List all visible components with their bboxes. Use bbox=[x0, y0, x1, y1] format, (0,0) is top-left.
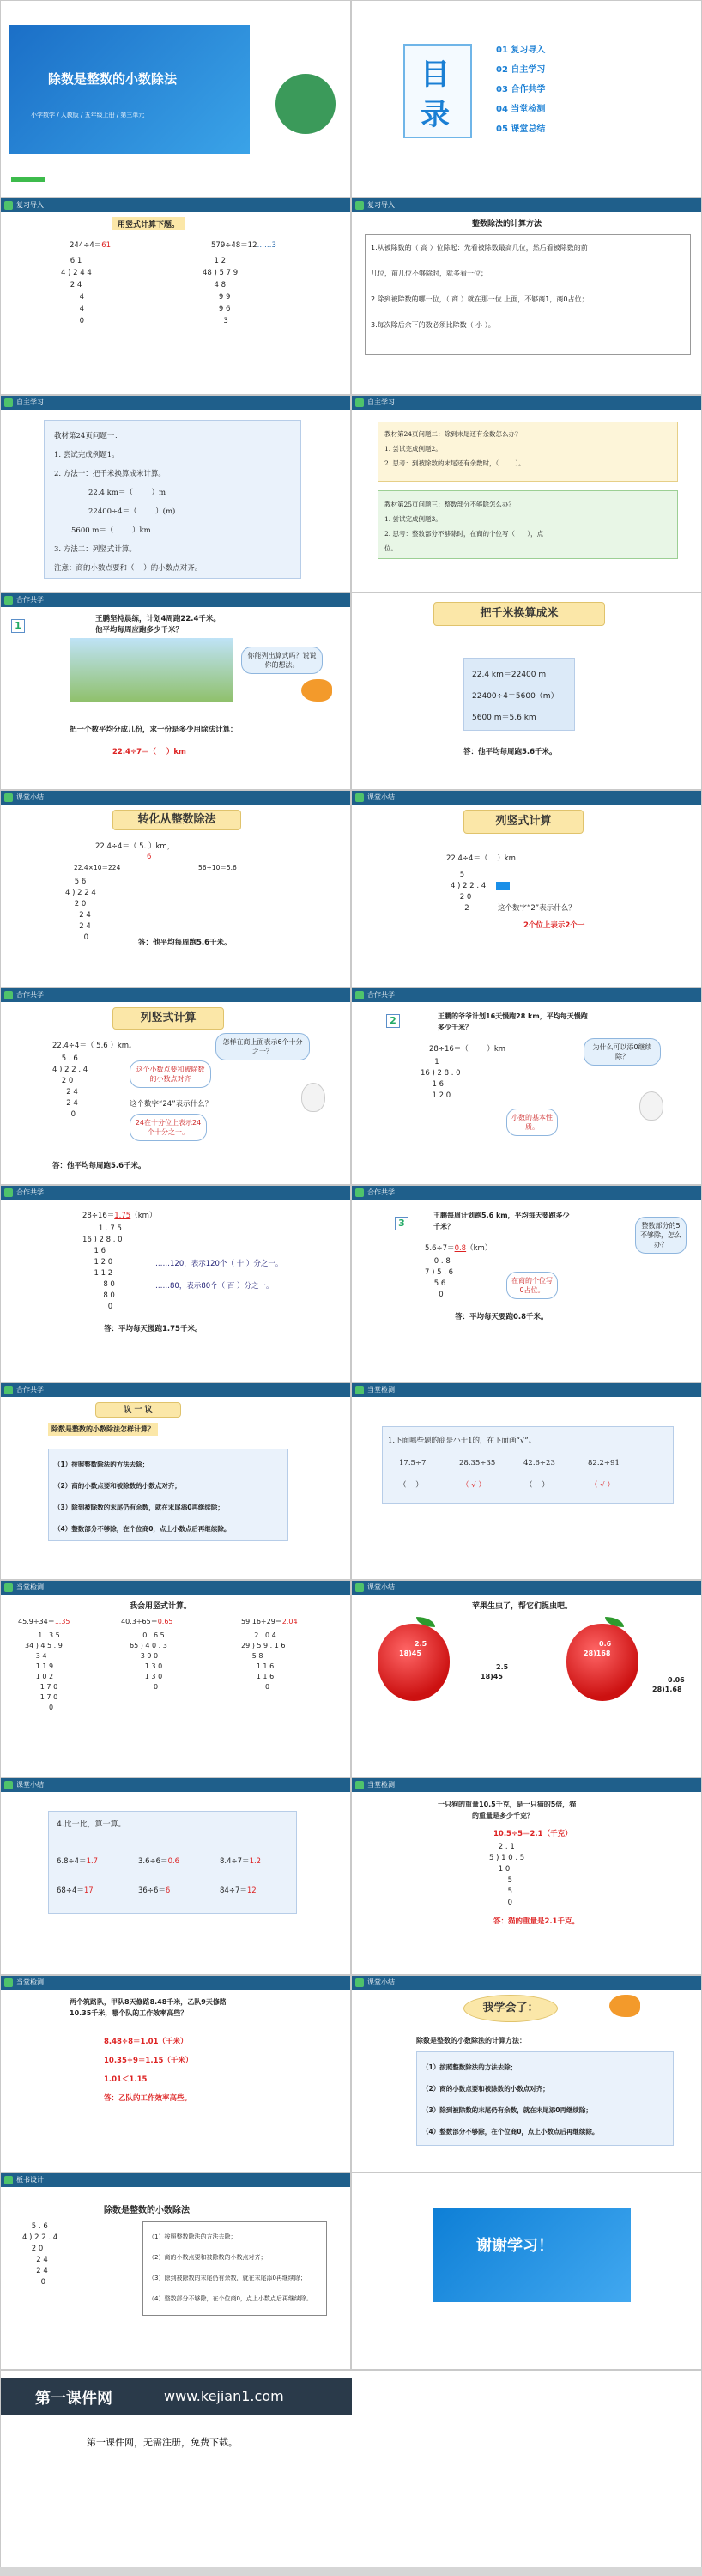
question: 除数是整数的小数除法怎样计算？ bbox=[48, 1423, 158, 1436]
question: 除数是整数的小数除法的计算方法： bbox=[416, 2037, 526, 2044]
slide-review-1 bbox=[0, 197, 351, 395]
section-header: 当堂检测 bbox=[352, 1778, 701, 1792]
slide-coop-4 bbox=[351, 987, 702, 1185]
answer: 答：他平均每周跑5.6千米。 bbox=[463, 748, 557, 756]
section-header: 课堂小结 bbox=[1, 791, 350, 805]
mark-2[interactable]: （ √ ） bbox=[462, 1481, 486, 1490]
note-80: ……80，表示80个（ 百 ）分之一。 bbox=[155, 1282, 274, 1291]
long-division: 5 . 6 4 ) 2 2 . 4 2 0 2 4 2 4 0 bbox=[22, 2222, 58, 2287]
rule-line: 1.从被除数的（ 高 ）位除起：先看被除数最高几位，然后看被除数的前 bbox=[371, 244, 588, 252]
section-header: 自主学习 bbox=[1, 396, 350, 410]
toc-item[interactable]: 02 自主学习 bbox=[496, 65, 546, 75]
section-icon bbox=[4, 596, 13, 605]
example-number: 3 bbox=[395, 1217, 408, 1230]
long-division-1: 1 . 3 5 34 ) 4 5 . 9 3 4 1 1 9 1 0 2 1 7 0 1 7 0 0 bbox=[25, 1631, 63, 1711]
hint-bubble: 为什么可以添0继续除？ bbox=[584, 1038, 661, 1066]
hint-bubble: 你能列出算式吗？说说你的想法。 bbox=[241, 647, 323, 674]
section-header: 课堂小结 bbox=[1, 1778, 350, 1792]
example-number: 1 bbox=[11, 619, 25, 633]
section-header: 复习导入 bbox=[352, 198, 701, 212]
slide-self-1 bbox=[0, 395, 351, 592]
digit-six: 6 bbox=[147, 853, 152, 861]
section-icon bbox=[355, 1583, 364, 1592]
section-icon bbox=[4, 1188, 13, 1197]
section-header: 复习导入 bbox=[1, 198, 350, 212]
apple-division-4: 0.06 28)1.68 bbox=[652, 1676, 685, 1693]
rule-list: （1）按照整数除法的方法去除； （2）商的小数点要和被除数的小数点对齐； （3）除到被除数的末尾仍有余数，就在末尾添0再继续除； （4）整数部分不够除，在个位商0，点上小数点后再继续除。 bbox=[148, 2233, 312, 2302]
long-division: 5 6 4 ) 2 2 4 2 0 2 4 2 4 0 bbox=[65, 878, 96, 942]
question: 1.下面哪些题的商是小于1的，在下面画“√”。 bbox=[388, 1437, 536, 1445]
note-bubble: 小数的基本性质。 bbox=[506, 1109, 558, 1136]
footer bbox=[0, 2370, 702, 2567]
running-photo bbox=[70, 638, 233, 702]
note: 2个位上表示2个一 bbox=[523, 921, 585, 930]
section-header: 课堂小结 bbox=[352, 791, 701, 805]
rabbit-icon bbox=[301, 1083, 325, 1112]
section-header: 当堂检测 bbox=[352, 1383, 701, 1397]
column-1: 6.8÷4＝1.7 68÷4＝17 bbox=[57, 1857, 99, 1895]
toc-list bbox=[496, 40, 545, 139]
section-icon bbox=[4, 201, 13, 210]
question: 这个数字“2”表示什么？ bbox=[498, 904, 576, 913]
slide-title: 苹果生虫了，帮它们捉虫吧。 bbox=[472, 1602, 573, 1611]
fish-icon bbox=[301, 679, 332, 702]
mark-4[interactable]: （ √ ） bbox=[590, 1481, 614, 1490]
rabbit-icon bbox=[639, 1091, 663, 1121]
equation-2: 579÷48＝12……3 bbox=[211, 241, 276, 250]
method-banner: 转化从整数除法 bbox=[112, 810, 241, 830]
problem-text: 王鹏坚持晨练，计划4周跑22.4千米。 他平均每周应跑多少千米？ bbox=[95, 615, 221, 635]
slide-title: 用竖式计算下题。 bbox=[112, 217, 185, 230]
section-header: 板书设计 bbox=[1, 2173, 350, 2187]
footer-tagline: 第一课件网，无需注册，免费下载。 bbox=[87, 2437, 238, 2448]
slide-self-2 bbox=[351, 395, 702, 592]
equation-1: 244÷4＝61 bbox=[70, 241, 112, 250]
thanks-text: 谢谢学习！ bbox=[476, 2237, 554, 2255]
section-header: 合作共学 bbox=[352, 1186, 701, 1200]
long-division: 0 . 8 7 ) 5 . 6 5 6 0 bbox=[425, 1257, 454, 1299]
section-header: 合作共学 bbox=[1, 593, 350, 607]
globe-icon bbox=[275, 74, 336, 134]
discuss-banner: 议 一 议 bbox=[95, 1402, 181, 1418]
equation: 22.4÷4＝（ ）km bbox=[446, 854, 516, 863]
method-banner: 列竖式计算 bbox=[112, 1007, 224, 1030]
section-icon bbox=[355, 793, 364, 802]
answer: 答：平均每天慢跑1.75千米。 bbox=[104, 1325, 203, 1334]
equation: 22.4÷7＝（ ）km bbox=[112, 748, 186, 756]
section-icon bbox=[4, 793, 13, 802]
slide-small-1 bbox=[0, 790, 351, 987]
method-banner: 把千米换算成米 bbox=[433, 602, 605, 626]
note-120: ……120，表示120个（ 十 ）分之一。 bbox=[155, 1260, 283, 1268]
toc-item[interactable]: 04 当堂检测 bbox=[496, 105, 546, 114]
slide-board bbox=[0, 2172, 351, 2370]
method-banner: 列竖式计算 bbox=[463, 810, 584, 834]
solution-steps: 8.48÷8＝1.01（千米） 10.35÷9＝1.15（千米） 1.01＜1.15 答：乙队的工作效率高些。 bbox=[104, 2038, 193, 2103]
question-2: 教材第24页问题二：除到末尾还有余数怎么办？ 1. 尝试完成例题2。 2. 思考：到被除数的末尾还有余数时，（ ）。 bbox=[384, 430, 525, 467]
rule-line: 2.除到被除数的哪一位，（ 商 ）就在那一位 上面，不够商1，商0占位； bbox=[371, 295, 589, 303]
toc-heading-top: 目 bbox=[421, 58, 450, 92]
slide-title: 4.比一比，算一算。 bbox=[57, 1820, 126, 1829]
rule-line: 3.每次除后余下的数必须比除数（ 小 ）。 bbox=[371, 321, 495, 329]
slide-check-2 bbox=[0, 1580, 351, 1777]
learned-banner: 我学会了： bbox=[463, 1995, 558, 2022]
column-3: 8.4÷7＝1.2 84÷7＝12 bbox=[220, 1857, 262, 1895]
cover-bar bbox=[11, 177, 45, 182]
equation: 10.5÷5＝2.1（千克） bbox=[493, 1830, 572, 1838]
problem-text: 王鹏的爷爷计划16天慢跑28 km，平均每天慢跑 多少千米？ bbox=[438, 1012, 588, 1031]
section-header: 课堂小结 bbox=[352, 1581, 701, 1595]
item-4: 82.2÷91 bbox=[588, 1459, 620, 1467]
slide-review-2 bbox=[351, 197, 702, 395]
slide-cover bbox=[0, 0, 351, 197]
apple-icon bbox=[378, 1624, 450, 1701]
step-divide: 56÷10＝5.6 bbox=[198, 864, 237, 872]
answer: 答：平均每天要跑0.8千米。 bbox=[455, 1313, 548, 1321]
section-icon bbox=[4, 991, 13, 999]
section-icon bbox=[4, 1978, 13, 1987]
section-header: 当堂检测 bbox=[1, 1976, 350, 1990]
section-header: 课堂小结 bbox=[352, 1976, 701, 1990]
section-header: 合作共学 bbox=[1, 988, 350, 1002]
slide-small-3 bbox=[351, 1580, 702, 1777]
rule-list: （1）按照整数除法的方法去除； （2）商的小数点要和被除数的小数点对齐； （3）除到被除数的末尾仍有余数，就在末尾添0再继续除； （4）整数部分不够除，在个位商0，点上小数点后再继续除。 bbox=[422, 2063, 599, 2136]
section-header: 合作共学 bbox=[1, 1186, 350, 1200]
long-division-2: 1 2 48 ) 5 7 9 4 8 9 9 9 6 3 bbox=[203, 257, 239, 325]
task-list: 教材第24页问题一： 1. 尝试完成例题1。 2. 方法一：把千米换算成米计算。 22.4 km＝（ ）m 22400÷4＝（ ）(m) 5600 m＝（ ）km 3. 方法二：列竖式计算。 注意：商的小数点要和（ ）的小数点对齐。 bbox=[54, 432, 203, 573]
section-icon bbox=[4, 1781, 13, 1789]
section-header: 当堂检测 bbox=[1, 1581, 350, 1595]
slide-coop-3 bbox=[0, 987, 351, 1185]
section-icon bbox=[355, 1386, 364, 1394]
slide-check-4 bbox=[0, 1975, 351, 2172]
hint-bubble: 怎样在商上面表示6个十分之一？ bbox=[215, 1033, 310, 1060]
note-bubble: 这个小数点要和被除数的小数点对齐 bbox=[130, 1060, 211, 1088]
item-3: 42.6÷23 bbox=[523, 1459, 555, 1467]
rule-list: （1）按照整数除法的方法去除； （2）商的小数点要和被除数的小数点对齐； （3）除到被除数的末尾仍有余数，就在末尾添0再继续除； （4）整数部分不够除，在个位商0，点上小数点后再继续除。 bbox=[54, 1461, 231, 1533]
toc-heading-bottom: 录 bbox=[421, 98, 450, 132]
problem-text: 王鹏每周计划跑5.6 km，平均每天要跑多少 千米？ bbox=[433, 1212, 570, 1230]
step-multiply: 22.4×10＝224 bbox=[74, 864, 121, 872]
cover-meta: 小学数学 / 人教版 / 五年级上册 / 第三单元 bbox=[31, 112, 145, 118]
long-division: 5 4 ) 2 2 . 4 2 0 2 bbox=[451, 871, 487, 913]
item-1: 17.5÷7 bbox=[399, 1459, 427, 1467]
answer: 答：他平均每周跑5.6千米。 bbox=[52, 1162, 146, 1170]
long-division-2: 0 . 6 5 65 ) 4 0 . 3 3 9 0 1 3 0 1 3 0 0 bbox=[130, 1631, 167, 1691]
long-division: 5 . 6 4 ) 2 2 . 4 2 0 2 4 2 4 0 bbox=[52, 1054, 88, 1119]
slide-toc bbox=[351, 0, 702, 197]
cover-title: 除数是整数的小数除法 bbox=[48, 71, 178, 87]
note-bubble: 在商的个位写0占位。 bbox=[506, 1272, 558, 1299]
section-icon bbox=[355, 1781, 364, 1789]
item-2: 28.35÷35 bbox=[459, 1459, 496, 1467]
long-division: 2 . 1 5 ) 1 0 . 5 1 0 5 5 0 bbox=[489, 1843, 525, 1907]
toc-item[interactable]: 01 复习导入 bbox=[496, 46, 546, 55]
equation: 28÷16＝1.75（km） bbox=[82, 1212, 157, 1220]
apple-division-2: 2.5 18)45 bbox=[481, 1663, 509, 1680]
section-icon bbox=[4, 398, 13, 407]
example-number: 2 bbox=[386, 1014, 400, 1028]
equation: 22.4÷4＝（ 5. ）km， bbox=[95, 842, 175, 851]
fish-icon bbox=[609, 1995, 640, 2017]
answer: 答：他平均每周跑5.6千米。 bbox=[138, 939, 232, 947]
method-text: 把一个数平均分成几份，求一份是多少用除法计算： bbox=[70, 726, 238, 734]
slide-title: 我会用竖式计算。 bbox=[130, 1602, 192, 1611]
mark-1[interactable]: （ ） bbox=[399, 1481, 423, 1490]
slide-coop-7 bbox=[0, 1382, 351, 1580]
problem-text: 一只狗的重量10.5千克，是一只猫的5倍，猫 的重量是多少千克？ bbox=[438, 1801, 577, 1820]
slide-small-4 bbox=[0, 1777, 351, 1975]
slide-check-3 bbox=[351, 1777, 702, 1975]
slide-coop-5 bbox=[0, 1185, 351, 1382]
toc-item[interactable]: 03 合作共学 bbox=[496, 85, 546, 94]
apple-division-1: 2.5 18)45 bbox=[399, 1640, 427, 1657]
conversion-steps: 22.4 km＝22400 m 22400÷4＝5600（m） 5600 m＝5.6 km bbox=[472, 671, 559, 722]
answer: 答：猫的重量是2.1千克。 bbox=[493, 1917, 580, 1926]
section-icon bbox=[355, 1978, 364, 1987]
section-icon bbox=[355, 398, 364, 407]
hint-bubble: 整数部分的5不够除，怎么办？ bbox=[635, 1217, 687, 1254]
section-header: 合作共学 bbox=[352, 988, 701, 1002]
long-division-3: 2 . 0 4 29 ) 5 9 . 1 6 5 8 1 1 6 1 1 6 0 bbox=[241, 1631, 286, 1691]
toc-item[interactable]: 05 课堂总结 bbox=[496, 125, 546, 134]
section-icon bbox=[355, 201, 364, 210]
section-header: 自主学习 bbox=[352, 396, 701, 410]
equation: 22.4÷4＝（ 5.6 ）km。 bbox=[52, 1042, 136, 1050]
cover-panel bbox=[9, 25, 250, 154]
slide-coop-1 bbox=[0, 592, 351, 790]
mark-3[interactable]: （ ） bbox=[525, 1481, 549, 1490]
slide-coop-2 bbox=[351, 592, 702, 790]
problem-1: 45.9÷34＝1.35 bbox=[18, 1618, 70, 1625]
column-2: 3.6÷6＝0.6 36÷6＝6 bbox=[138, 1857, 180, 1895]
long-division: 1 16 ) 2 8 . 0 1 6 1 2 0 bbox=[421, 1058, 461, 1100]
apple-icon bbox=[566, 1624, 638, 1701]
apple-division-3: 0.6 28)168 bbox=[584, 1640, 612, 1657]
slide-thanks bbox=[351, 2172, 702, 2370]
slide-coop-6 bbox=[351, 1185, 702, 1382]
highlight-box bbox=[496, 882, 510, 890]
question: 这个数字“24”表示什么？ bbox=[130, 1100, 213, 1109]
section-icon bbox=[4, 2176, 13, 2184]
slide-title: 整数除法的计算方法 bbox=[472, 220, 542, 228]
section-header: 合作共学 bbox=[1, 1383, 350, 1397]
problem-text: 两个筑路队，甲队8天修路8.48千米，乙队9天修路 10.35千米，哪个队的工作效率高些？ bbox=[70, 1998, 227, 2017]
equation: 5.6÷7＝0.8（km） bbox=[425, 1244, 493, 1253]
slide-small-2 bbox=[351, 790, 702, 987]
problem-3: 59.16÷29＝2.04 bbox=[241, 1618, 298, 1625]
section-icon bbox=[355, 991, 364, 999]
long-division-1: 6 1 4 ) 2 4 4 2 4 4 4 0 bbox=[61, 257, 92, 325]
slide-check-1 bbox=[351, 1382, 702, 1580]
equation: 28÷16＝（ ）km bbox=[429, 1045, 506, 1054]
rule-line: 几位，前几位不够除时，就多看一位； bbox=[371, 270, 487, 277]
section-icon bbox=[355, 1188, 364, 1197]
board-title: 除数是整数的小数除法 bbox=[104, 2206, 190, 2215]
note-bubble: 24在十分位上表示24个十分之一。 bbox=[130, 1114, 207, 1141]
section-icon bbox=[4, 1583, 13, 1592]
section-icon bbox=[4, 1386, 13, 1394]
question-3: 教材第25页问题三：整数部分不够除怎么办？ 1. 尝试完成例题3。 2. 思考：整数部分不够除时，在商的个位写（ ），点 位。 bbox=[384, 501, 544, 552]
slide-small-5 bbox=[351, 1975, 702, 2172]
footer-brand: 第一课件网 bbox=[35, 2390, 112, 2408]
problem-2: 40.3÷65＝0.65 bbox=[121, 1618, 173, 1625]
footer-url[interactable]: www.kejian1.com bbox=[164, 2388, 284, 2404]
long-division: 1 . 7 5 16 ) 2 8 . 0 1 6 1 2 0 1 1 2 8 0 8 0 0 bbox=[82, 1224, 123, 1311]
